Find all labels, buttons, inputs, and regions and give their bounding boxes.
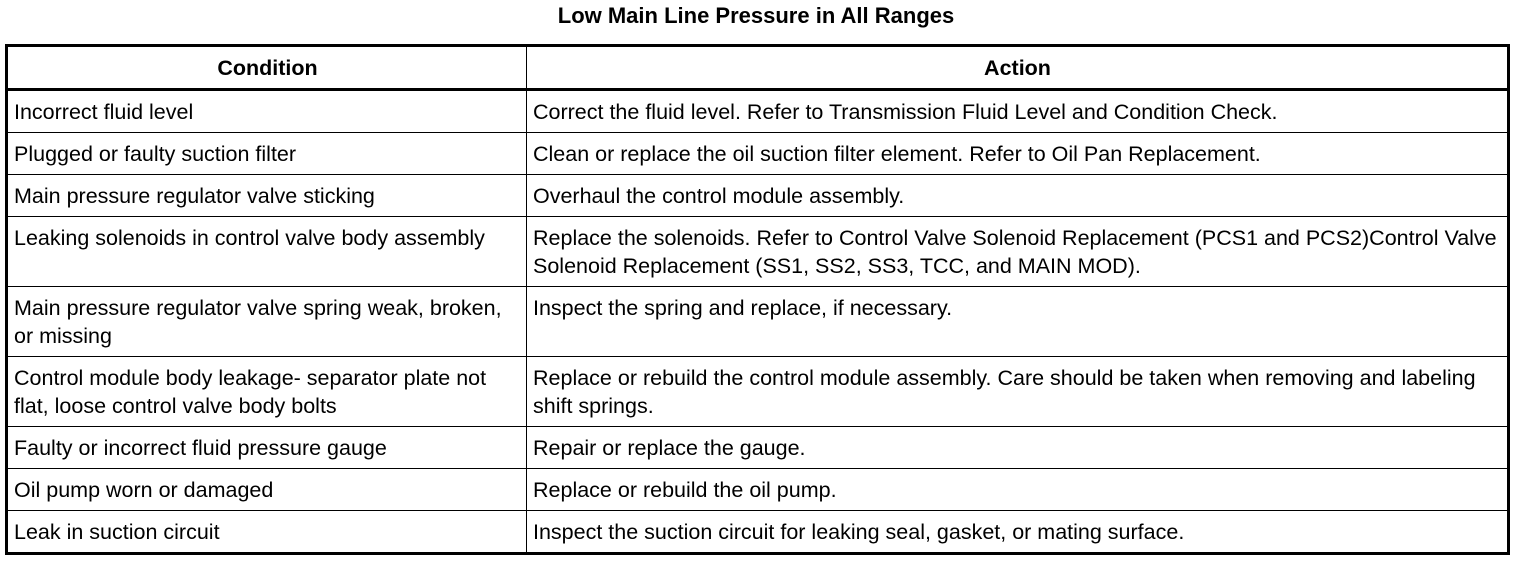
action-cell: Replace the solenoids. Refer to Control Valve Solenoid Replacement (PCS1 and PCS2)Control Valve Solenoid Replacement (SS1, SS2, SS3, TCC, and MAIN MOD). (527, 217, 1509, 287)
condition-cell: Main pressure regulator valve spring weak, broken, or missing (7, 287, 527, 357)
column-header-condition: Condition (7, 46, 527, 90)
table-row (7, 133, 1509, 175)
table-row (7, 511, 1509, 554)
troubleshooting-table (5, 44, 1510, 555)
condition-cell: Leak in suction circuit (7, 511, 527, 554)
condition-cell: Incorrect fluid level (7, 90, 527, 133)
action-cell: Replace or rebuild the oil pump. (527, 469, 1509, 511)
table-row (7, 217, 1509, 287)
action-cell: Overhaul the control module assembly. (527, 175, 1509, 217)
table-row (7, 90, 1509, 133)
column-header-action: Action (527, 46, 1509, 90)
condition-cell: Faulty or incorrect fluid pressure gauge (7, 427, 527, 469)
page-title: Low Main Line Pressure in All Ranges (557, 3, 955, 28)
table-row (7, 287, 1509, 357)
action-cell: Repair or replace the gauge. (527, 427, 1509, 469)
action-cell: Inspect the spring and replace, if necessary. (527, 287, 1509, 357)
condition-cell: Plugged or faulty suction filter (7, 133, 527, 175)
action-cell: Clean or replace the oil suction filter element. Refer to Oil Pan Replacement. (527, 133, 1509, 175)
table-row (7, 469, 1509, 511)
table-header-row (7, 46, 1509, 90)
action-cell: Correct the fluid level. Refer to Transmission Fluid Level and Condition Check. (527, 90, 1509, 133)
action-cell: Inspect the suction circuit for leaking seal, gasket, or mating surface. (527, 511, 1509, 554)
condition-cell: Oil pump worn or damaged (7, 469, 527, 511)
table-row (7, 427, 1509, 469)
condition-cell: Control module body leakage- separator plate not flat, loose control valve body bolts (7, 357, 527, 427)
condition-cell: Main pressure regulator valve sticking (7, 175, 527, 217)
condition-cell: Leaking solenoids in control valve body assembly (7, 217, 527, 287)
table-row (7, 175, 1509, 217)
action-cell: Replace or rebuild the control module assembly. Care should be taken when removing and labeling shift springs. (527, 357, 1509, 427)
table-row (7, 357, 1509, 427)
